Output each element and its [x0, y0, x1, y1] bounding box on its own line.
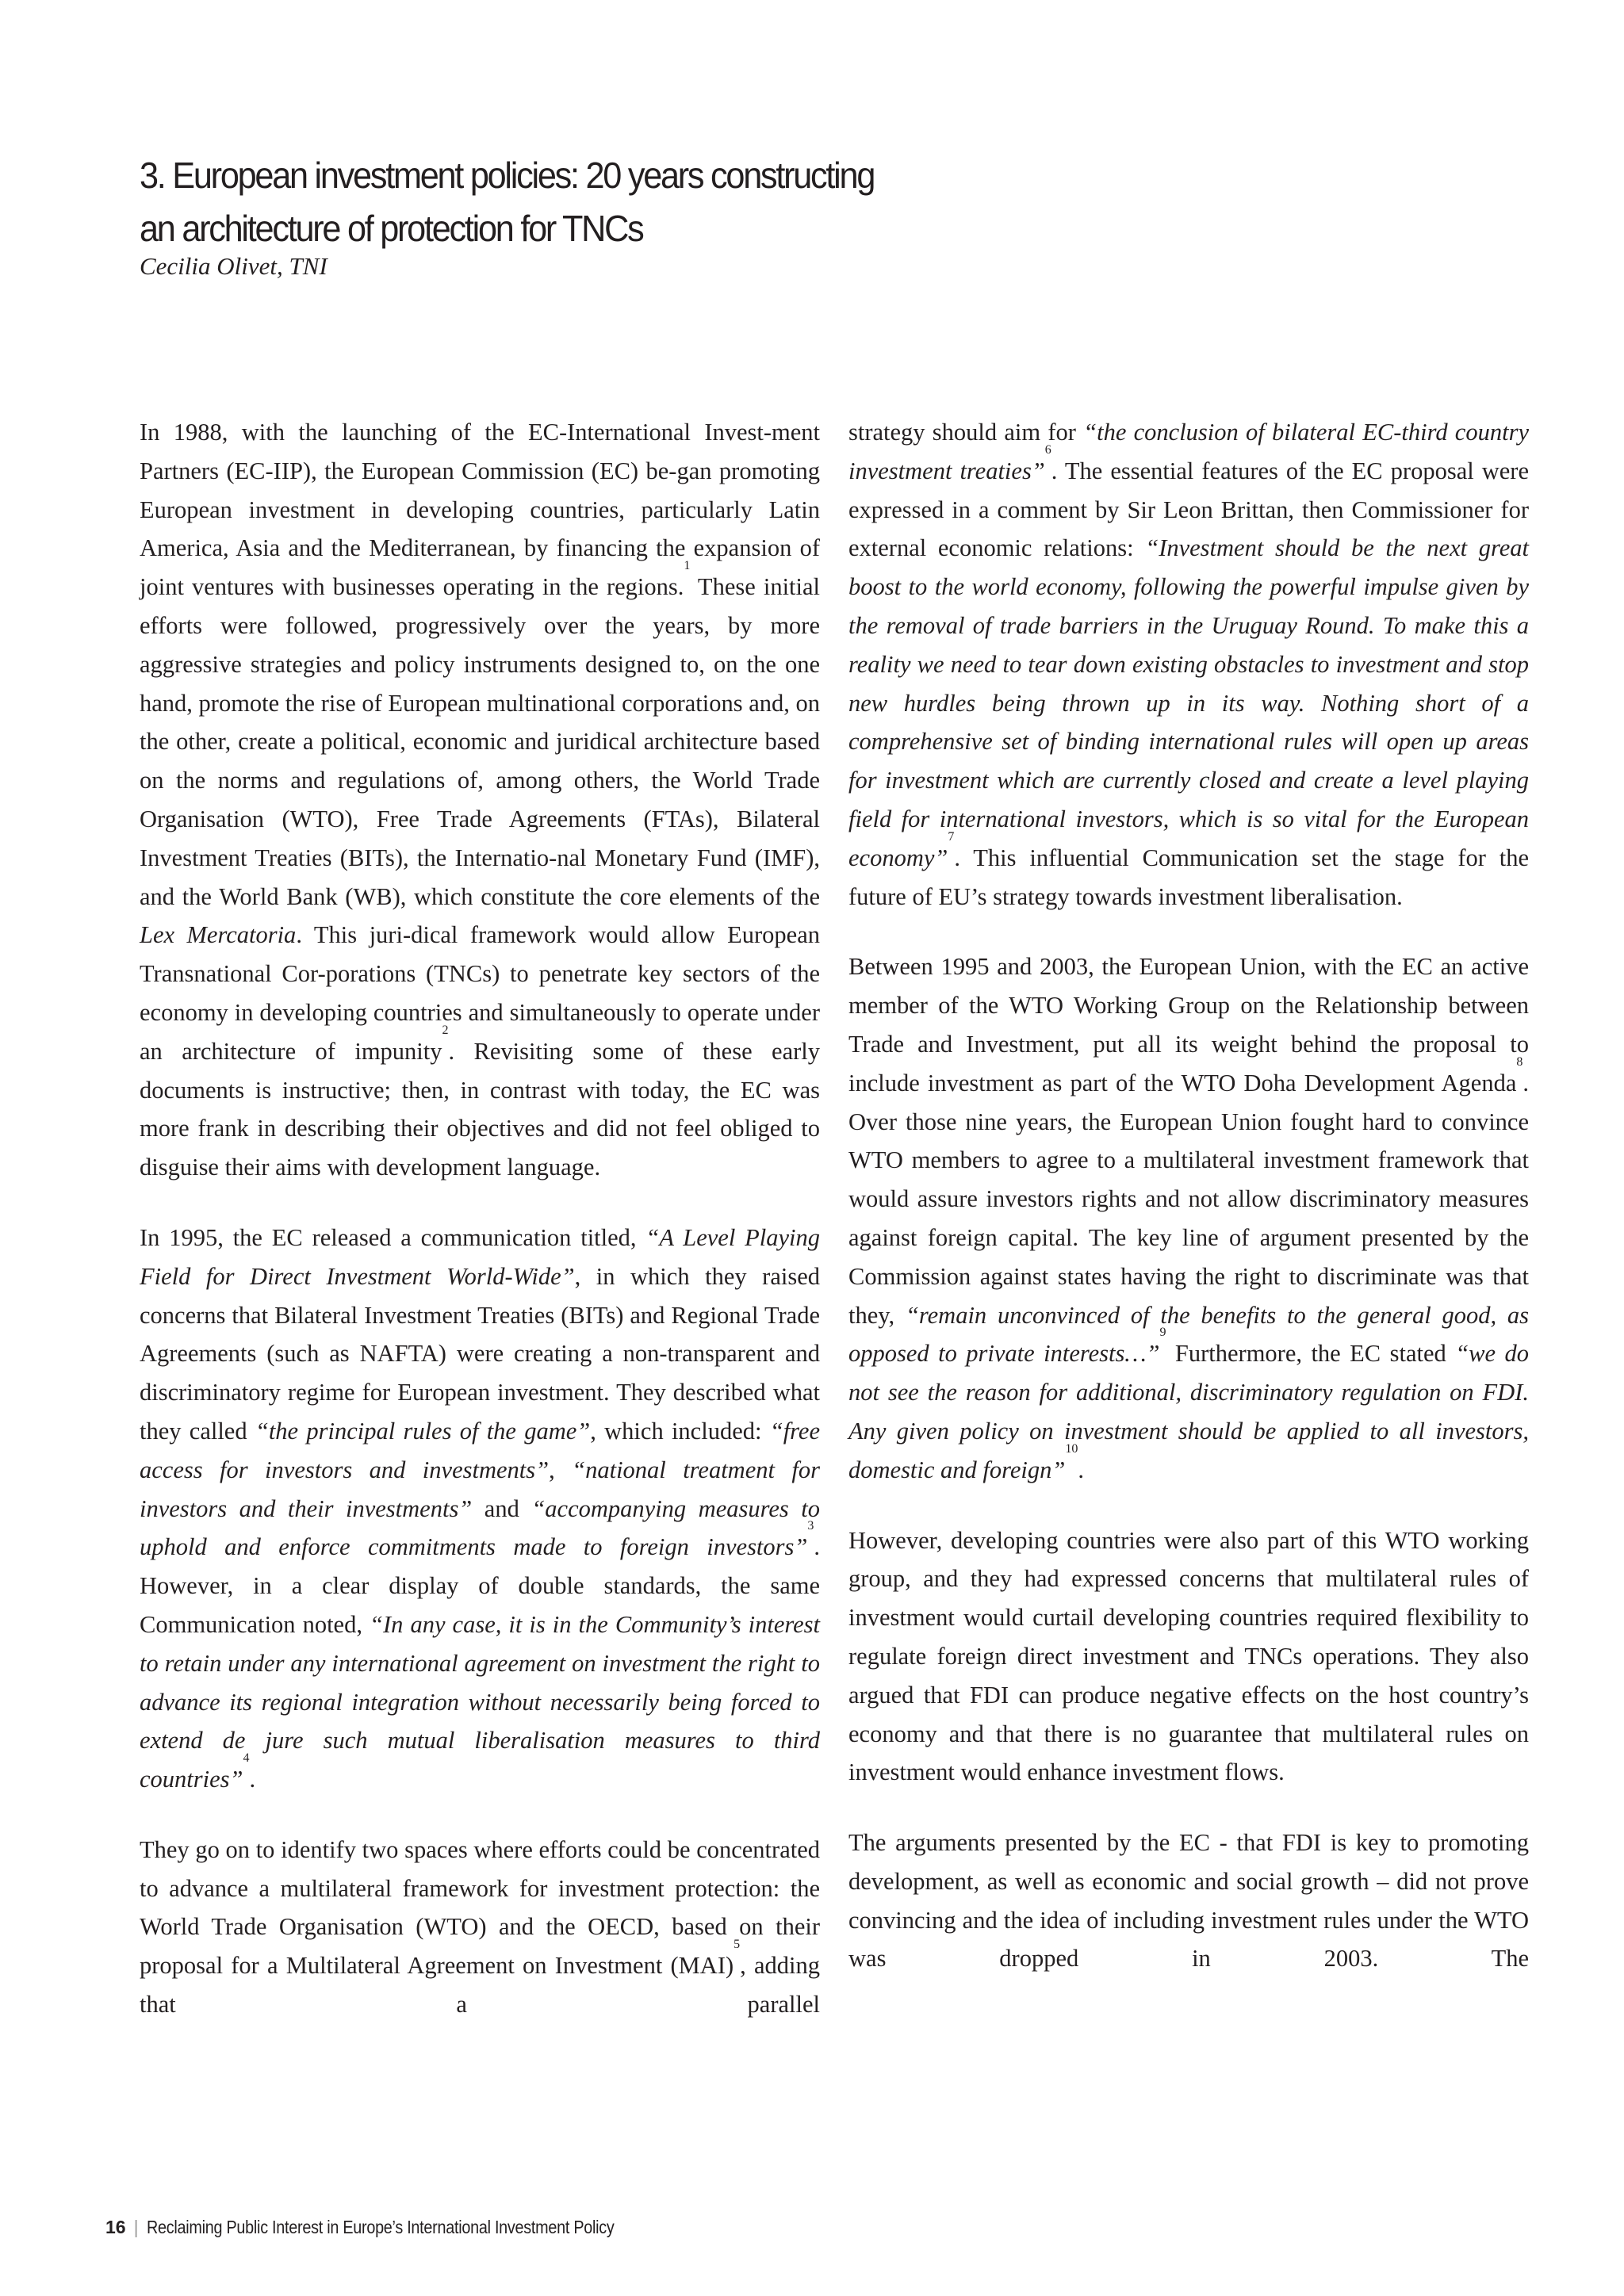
- publication-title: Reclaiming Public Interest in Europe’s International Investment Policy: [146, 2217, 615, 2237]
- footnote-ref-8[interactable]: 8: [1516, 1054, 1523, 1069]
- right-paragraph-2: [848, 947, 1529, 1489]
- quote: “In any case, it is in the Community’s interest to retain under any international agreement on investment the right to advance its regional integration without necessarily being forced to extend de jure such mutual liberalisation measures to third countries”: [140, 1610, 820, 1793]
- right-column: [848, 413, 1529, 1978]
- text-run: . However, in a clear display of double standards, the same Communication noted,: [140, 1533, 820, 1638]
- quote: “free access for investors and investments”: [140, 1417, 820, 1483]
- text-run: Between 1995 and 2003, the European Union, with the EC an active member of the WTO Working Group on the Relationship between Trade and Investment, put all its weight behind the proposal to include investment as part of the WTO Doha Development Agenda: [848, 953, 1529, 1096]
- text-run: . The essential features of the EC proposal were expressed in a comment by Sir Leon Brittan, then Commissioner for external economic relations:: [848, 457, 1529, 562]
- text-run: .: [1078, 1456, 1084, 1483]
- left-paragraph-1: [140, 413, 820, 1187]
- text-run: and: [472, 1494, 532, 1522]
- text-run: , which included:: [590, 1417, 770, 1445]
- chapter-title-line-1: 3. European investment policies: 20 years constructing: [140, 155, 875, 196]
- footnote-ref-3[interactable]: 3: [807, 1519, 814, 1533]
- right-paragraph-4: The arguments presented by the EC - that FDI is key to promoting development, as well as economic and social growth – did not prove convincing and the idea of including investment rules under the WTO was dropped in 2003. The: [848, 1829, 1529, 1973]
- left-paragraph-2: [140, 1219, 820, 1799]
- right-paragraph-1: [848, 413, 1529, 916]
- page-number: 16: [105, 2217, 126, 2237]
- quote: “the conclusion of bilateral EC-third country investment treaties”: [848, 419, 1529, 484]
- text-run: , adding that a parallel: [140, 1952, 820, 2019]
- text-run: These initial efforts were followed, progressively over the years, by more aggressive strategies and policy instruments designed to, on the one hand, promote the rise of European multinational corporations and, on the other, create a political, economic and juridical architecture based on the norms and regulations of, among others, the World Trade Organisation (WTO), Free Trade Agreements (FTAs), Bilateral Investment Treaties (BITs), the Internatio-nal Monetary Fund (IMF), and the World Bank (WB), which constitute the core elements of the: [140, 573, 821, 910]
- quote: “Investment should be the next great boost to the world economy, following the powerful impulse given by the removal of trade barriers in the Uruguay Round. To make this a reality we need to tear down existing obstacles to investment and stop new hurdles being thrown up in its way. Nothing short of a comprehensive set of binding international rules will open up areas for investment which are currently closed and create a level playing field for international investors, which is so vital for the European economy”: [848, 534, 1530, 871]
- text-run: . This influential Communication set the stage for the future of EU’s strategy towards investment liberalisation.: [848, 844, 1529, 910]
- quote: “we do not see the reason for additional, discriminatory regulation on FDI. Any given policy on investment should be applied to all investors, domestic and foreign”: [848, 1340, 1530, 1483]
- footnote-ref-4[interactable]: 4: [243, 1751, 250, 1766]
- quote: “the principal rules of the game”: [255, 1417, 591, 1445]
- text-run: . This juri-dical framework would allow European Transnational Cor-porations (TNCs) to penetrate key sectors of the economy in developing countries and simultaneously to operate under an architecture of impunity: [140, 921, 820, 1065]
- footnote-ref-7[interactable]: 7: [948, 829, 955, 844]
- left-column: [140, 413, 820, 2024]
- chapter-title-line-2: an architecture of protection for TNCs: [140, 208, 643, 249]
- footnote-ref-2[interactable]: 2: [442, 1023, 449, 1037]
- right-paragraph-3: However, developing countries were also part of this WTO working group, and they had expressed concerns that multilateral rules of investment would curtail developing countries required flexibility to regulate foreign direct investment and TNCs operations. They also argued that FDI can produce negative effects on the host country’s economy and that there is no guarantee that multilateral rules on investment would enhance investment flows.: [848, 1526, 1529, 1786]
- text-run: They go on to identify two spaces where efforts could be concentrated to advance a multilateral framework for investment protection: the World Trade Organisation (WTO) and the OECD, based on their proposal for a Multilateral Agreement on Investment (MAI): [140, 1835, 820, 1980]
- italic-term: Lex Mercatoria: [140, 921, 297, 949]
- page-footer: [105, 2217, 690, 2238]
- text-run: In 1988, with the launching of the EC-International Invest-ment Partners (EC-IIP), the European Commission (EC) be-gan promoting European investment in developing countries, particularly Latin America, Asia and the Mediterranean, by financing the expansion of joint ventures with businesses operating in the regions.: [140, 419, 820, 601]
- text-run: , in which they raised concerns that Bilateral Investment Treaties (BITs) and Regional Trade Agreements (such as NAFTA) were creating a non-transparent and discriminatory regime for European investment. They described what they called: [140, 1262, 820, 1445]
- text-run: ,: [549, 1456, 573, 1483]
- chapter-title: [140, 149, 875, 255]
- text-run: strategy should aim for: [848, 419, 1084, 446]
- footnote-ref-5[interactable]: 5: [733, 1938, 741, 1952]
- text-run: .: [249, 1766, 256, 1793]
- text-run: Furthermore, the EC stated: [1166, 1340, 1456, 1368]
- author-byline: Cecilia Olivet, TNI: [140, 252, 327, 280]
- text-run: In 1995, the EC released a communication titled,: [140, 1223, 646, 1251]
- text-run: . Revisiting some of these early documents is instructive; then, in contrast with today, the EC was more frank in describing their objectives and did not feel obliged to disguise their aims with development language.: [140, 1037, 820, 1181]
- footnote-ref-1[interactable]: 1: [684, 559, 691, 573]
- quote: “remain unconvinced of the benefits to the general good, as opposed to private interests…”: [848, 1301, 1530, 1368]
- footnote-ref-6[interactable]: 6: [1044, 442, 1051, 457]
- left-paragraph-3: [140, 1831, 820, 2024]
- footnote-ref-10[interactable]: 10: [1065, 1441, 1078, 1456]
- text-run: . Over those nine years, the European Union fought hard to convince WTO members to agree to a multilateral investment framework that would assure investors rights and not allow discriminatory measures against foreign capital. The key line of argument presented by the Commission against states having the right to discriminate was that they,: [848, 1069, 1529, 1329]
- quote: “A Level Playing Field for Direct Investment World-Wide”: [140, 1223, 820, 1290]
- quote: “accompanying measures to uphold and enforce commitments made to foreign investors”: [140, 1494, 820, 1561]
- footer-separator: |: [133, 2217, 139, 2237]
- footnote-ref-9[interactable]: 9: [1159, 1326, 1166, 1340]
- quote: “national treatment for investors and their investments”: [140, 1456, 820, 1522]
